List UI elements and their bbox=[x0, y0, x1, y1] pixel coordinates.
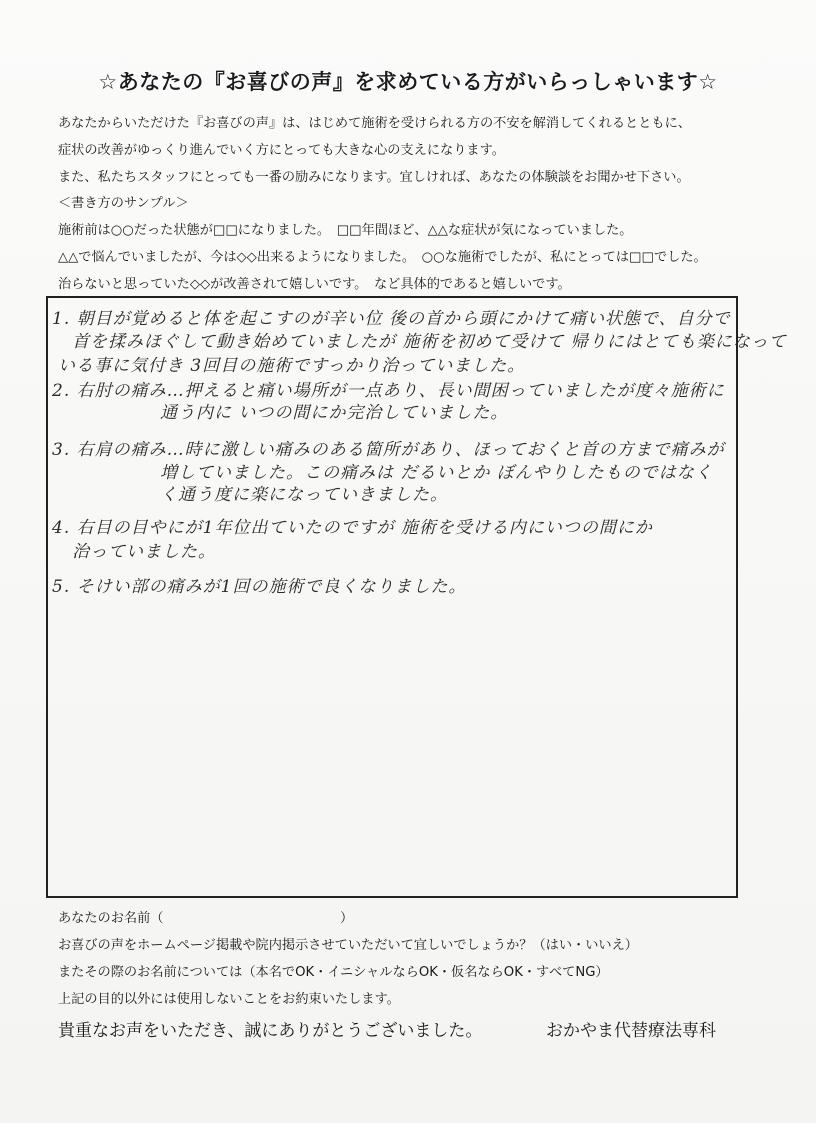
handwritten-line: 首を揉みほぐして動き始めていましたが 施術を初めて受けて 帰りにはとても楽になって bbox=[72, 332, 787, 352]
handwritten-line: 4. 右目の目やにが1年位出ていたのですが 施術を受ける内にいつの間にか bbox=[52, 518, 653, 538]
handwritten-line: 増していました。この痛みは だるいとか ぼんやりしたものではなく bbox=[160, 463, 713, 483]
handwritten-line: く通う度に楽になっていきました。 bbox=[160, 485, 448, 505]
name-field-close: ） bbox=[340, 911, 354, 926]
sample-line: △△で悩んでいましたが、今は◇◇出来るようになりました。 ○○な施術でしたが、私にとっては□□でした。 bbox=[58, 250, 707, 265]
intro-line: また、私たちスタッフにとっても一番の励みになります。宜しければ、あなたの体験談をお聞かせ下さい。 bbox=[58, 170, 690, 185]
sample-line: 施術前は○○だった状態が□□になりました。 □□年間ほど、△△な症状が気になっていました。 bbox=[58, 223, 633, 238]
consent-question: お喜びの声をホームページ掲載や院内掲示させていただいて宜しいでしょうか？（はい・いいえ） bbox=[58, 938, 638, 953]
name-label: あなたのお名前（ bbox=[58, 911, 164, 926]
name-option-question: またその際のお名前については（本名でOK・イニシャルならOK・仮名ならOK・すべてNG） bbox=[58, 965, 609, 980]
privacy-promise: 上記の目的以外には使用しないことをお約束いたします。 bbox=[58, 992, 400, 1007]
handwritten-line: 3. 右肩の痛み…時に激しい痛みのある箇所があり、ほっておくと首の方まで痛みが bbox=[52, 440, 725, 460]
form-title: ☆あなたの『お喜びの声』を求めている方がいらっしゃいます☆ bbox=[98, 70, 718, 94]
thanks-message: 貴重なお声をいただき、誠にありがとうございました。 bbox=[58, 1021, 483, 1041]
intro-line: あなたからいただけた『お喜びの声』は、はじめて施術を受けられる方の不安を解消してくれるとともに、 bbox=[58, 116, 691, 131]
handwritten-line: 治っていました。 bbox=[72, 542, 216, 562]
handwritten-line: 5. そけい部の痛みが1回の施術で良くなりました。 bbox=[52, 577, 467, 597]
handwritten-line: 2. 右肘の痛み…押えると痛い場所が一点あり、長い間困っていましたが度々施術に bbox=[52, 381, 725, 401]
intro-line: 症状の改善がゆっくり進んでいく方にとっても大きな心の支えになります。 bbox=[58, 143, 505, 158]
handwritten-line: 1. 朝目が覚めると体を起こすのが辛い位 後の首から頭にかけて痛い状態で、自分で bbox=[52, 309, 731, 329]
handwritten-line: いる事に気付き 3回目の施術ですっかり治っていました。 bbox=[58, 356, 526, 376]
sample-line: 治らないと思っていた◇◇が改善されて嬉しいです。 など具体的であると嬉しいです。 bbox=[58, 277, 571, 292]
sample-heading: ＜書き方のサンプル＞ bbox=[58, 196, 189, 211]
clinic-name: おかやま代替療法専科 bbox=[546, 1021, 716, 1041]
handwritten-line: 通う内に いつの間にか完治していました。 bbox=[160, 403, 509, 423]
